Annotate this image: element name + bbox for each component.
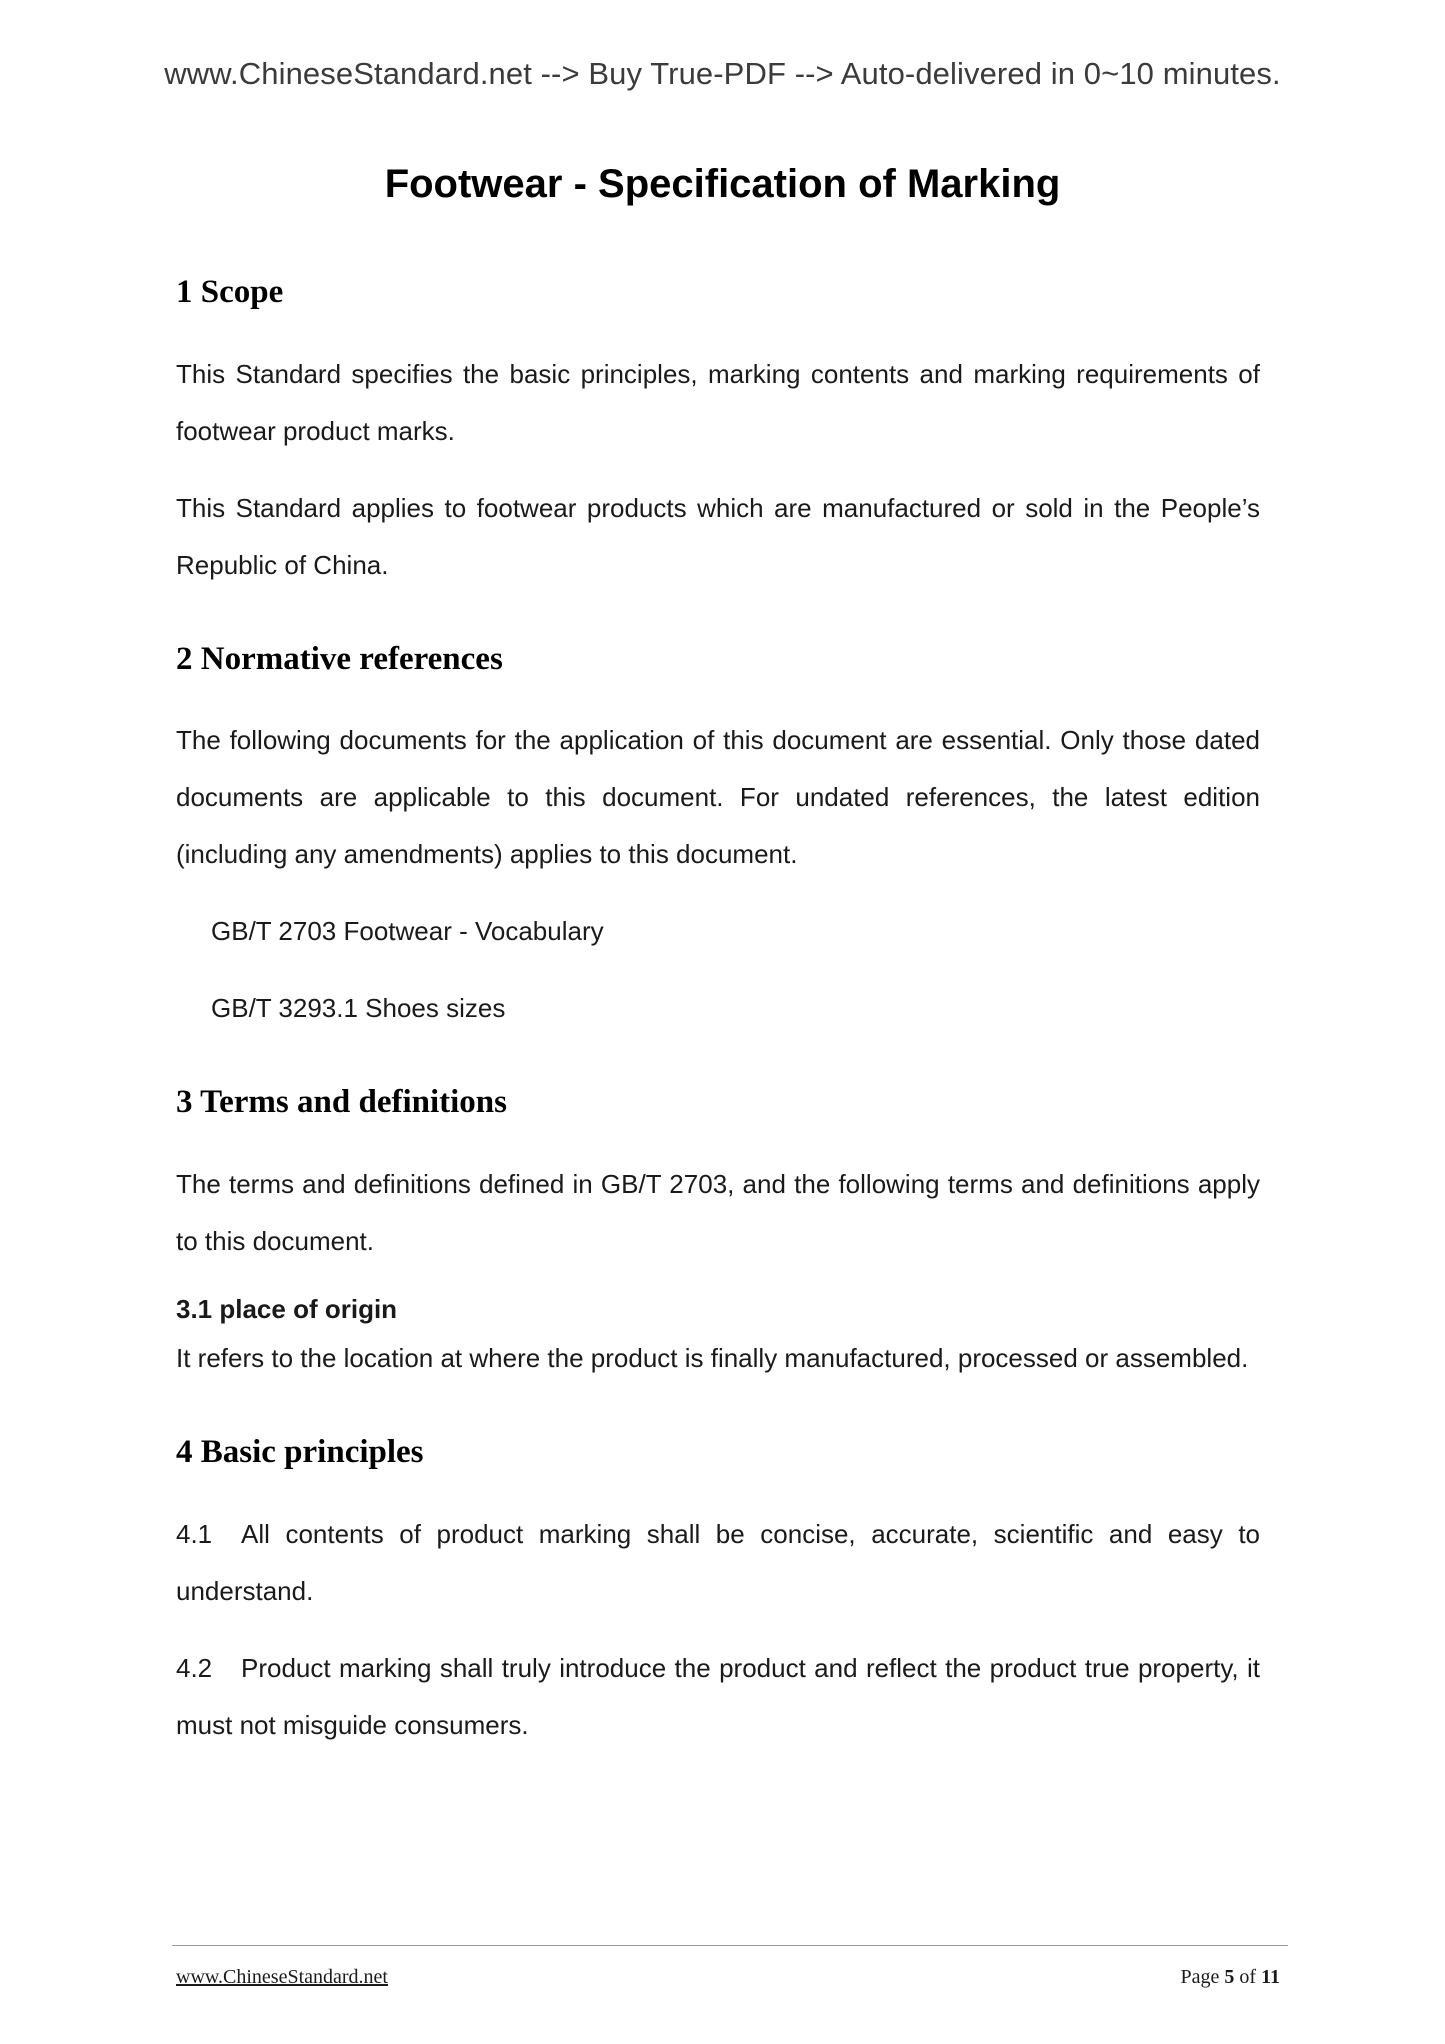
document-title: Footwear - Specification of Marking (384, 162, 1061, 206)
scope-paragraph: This Standard specifies the basic principles, marking contents and marking requirements of footwear product marks. (176, 359, 1260, 446)
page-total: 11 (1261, 1966, 1280, 1988)
section-heading-basic-principles: 4 Basic principles (176, 1434, 424, 1470)
section-heading-normative-references: 2 Normative references (176, 641, 503, 677)
of-label: of (1239, 1966, 1257, 1988)
footer-site-link[interactable]: www.ChineseStandard.net (176, 1966, 388, 1988)
clause-item (176, 1640, 1260, 1754)
scope-paragraph: This Standard applies to footwear products which are manufactured or sold in the People’s Republic of China. (176, 493, 1260, 580)
term-definition: It refers to the location at where the product is finally manufactured, processed or assembled. (176, 1343, 1249, 1373)
clause-item (176, 1506, 1260, 1620)
footer-divider (172, 1945, 1288, 1946)
page-number: 5 (1224, 1966, 1235, 1988)
section-heading-scope: 1 Scope (176, 274, 284, 310)
clause-text: Product marking shall truly introduce the product and reflect the product true property, it must not misguide consumers. (176, 1653, 1260, 1740)
term-title: 3.1 place of origin (176, 1294, 398, 1324)
document-body (176, 268, 1260, 1754)
reference-item: GB/T 3293.1 Shoes sizes (211, 993, 506, 1023)
page-label: Page (1180, 1966, 1220, 1988)
normative-references-paragraph: The following documents for the application of this document are essential. Only those dated documents are applicable to this document. For undated references, the latest edition (including any amendments) applies to this document. (176, 725, 1260, 869)
clause-number: 4.1 (176, 1519, 213, 1549)
reference-item: GB/T 2703 Footwear - Vocabulary (211, 916, 604, 946)
clause-text: All contents of product marking shall be concise, accurate, scientific and easy to understand. (176, 1519, 1260, 1606)
top-banner[interactable]: www.ChineseStandard.net --> Buy True-PDF --> Auto-delivered in 0~10 minutes. (164, 56, 1281, 91)
clause-number: 4.2 (176, 1653, 213, 1683)
terms-paragraph: The terms and definitions defined in GB/T 2703, and the following terms and definitions apply to this document. (176, 1169, 1260, 1256)
page-indicator (1181, 1966, 1280, 1989)
section-heading-terms-and-definitions: 3 Terms and definitions (176, 1084, 507, 1120)
